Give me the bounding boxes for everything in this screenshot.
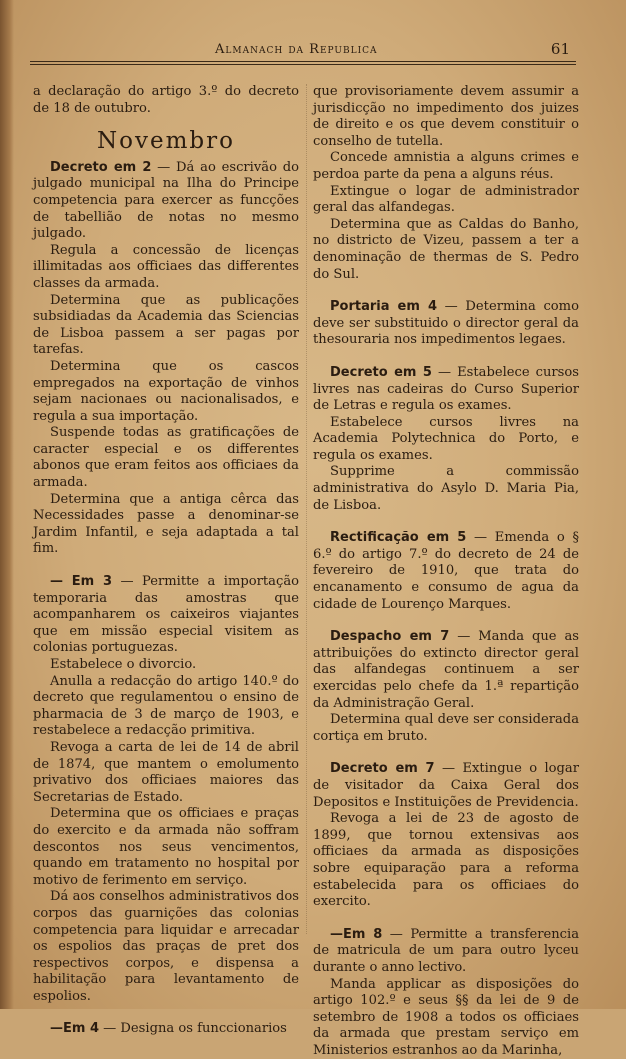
entry-text: — Extingue o logar de visitador da Caixa Geral dos Depositos e Instituições de Previdencia. xyxy=(313,761,579,809)
page-binding-edge xyxy=(0,0,14,1009)
entry-lead: —Em 8 xyxy=(330,927,382,942)
continuation-text: que provisoriamente devem assumir a jurisdicção no impedimento dos juizes de direito e os que devem constituir o conselho de tutella. xyxy=(313,84,579,150)
paragraph: Anulla a redacção do artigo 140.º do decreto que regulamentou o ensino de pharmacia de 3 de março de 1903, e restabelece a redacção primitiva. xyxy=(33,674,299,740)
entry-em-8 xyxy=(313,927,579,977)
page-number: 61 xyxy=(551,40,570,58)
paragraph: Regula a concessão de licenças illimitadas aos officiaes das differentes classes da armada. xyxy=(33,243,299,293)
paragraph: Revoga a carta de lei de 14 de abril de 1874, que mantem o emolumento privativo dos officiaes maiores das Secretarias de Estado. xyxy=(33,740,299,806)
entry-text: — Permitte a transferencia de matricula de um para outro lyceu durante o anno lectivo. xyxy=(313,927,579,975)
entry-decreto-7 xyxy=(313,761,579,811)
paragraph: Manda applicar as disposições do artigo 102.º e seus §§ da lei de 9 de setembro de 1908 a todos os officiaes da armada que prestam serviço em Ministerios estranhos ao da Marinha, xyxy=(313,977,579,1059)
paragraph: Dá aos conselhos administrativos dos corpos das guarnições das colonias competencia para liquidar e arrecadar os espolios das praças de pret dos respectivos corpos, e dispensa a habilitação para levantamento de espolios. xyxy=(33,889,299,1005)
paragraph: Revoga a lei de 23 de agosto de 1899, que tornou extensivas aos officiaes da armada as disposições sobre equiparação para a reforma estabelecida para os officiaes do exercito. xyxy=(313,811,579,911)
paragraph: Concede amnistia a alguns crimes e perdoa parte da pena a alguns réus. xyxy=(313,150,579,183)
entry-em-3 xyxy=(33,574,299,657)
entry-lead: —Em 4 xyxy=(50,1021,99,1036)
month-heading: Novembro xyxy=(33,133,299,150)
entry-em-4 xyxy=(33,1021,299,1038)
entry-text: — Dá ao escrivão do julgado municipal na Ilha do Principe competencia para exercer as funcções de tabellião de notas no mesmo julgado. xyxy=(33,160,299,241)
entry-decreto-5 xyxy=(313,365,579,415)
header-rule xyxy=(30,61,576,65)
continuation-text: a declaração do artigo 3.º do decreto de 18 de outubro. xyxy=(33,84,299,117)
entry-lead: Decreto em 2 xyxy=(50,160,151,175)
entry-rectificacao-5 xyxy=(313,530,579,613)
entry-lead: Despacho em 7 xyxy=(330,629,449,644)
paragraph: Suspende todas as gratificações de caracter especial e os differentes abonos que eram feitos aos officiaes da armada. xyxy=(33,425,299,491)
paragraph: Determina que as Caldas do Banho, no districto de Vizeu, passem a ter a denominação de thermas de S. Pedro do Sul. xyxy=(313,217,579,283)
entry-text: — Determina como deve ser substituido o director geral da thesouraria nos impedimentos legaes. xyxy=(313,299,579,347)
entry-lead: Decreto em 7 xyxy=(330,761,435,776)
page-header xyxy=(30,40,576,62)
entry-lead: Decreto em 5 xyxy=(330,365,432,380)
left-column xyxy=(33,84,299,1038)
entry-text: — Permitte a importação temporaria das amostras que acompanharem os caixeiros viajantes que em missão especial visitem as colonias portuguezas. xyxy=(33,574,299,655)
entry-lead: Rectificação em 5 xyxy=(330,530,466,545)
paragraph: Determina que os cascos empregados na exportação de vinhos sejam nacionaes ou nacionalisados, e regula a sua importação. xyxy=(33,359,299,425)
paragraph: Determina que os officiaes e praças do exercito e da armada não soffram descontos nos seus vencimentos, quando em tratamento no hospital por motivo de ferimento em serviço. xyxy=(33,806,299,889)
entry-text: — Manda que as attribuições do extincto director geral das alfandegas continuem a ser exercidas pelo chefe da 1.ª repartição da Administração Geral. xyxy=(313,629,579,710)
running-title: Almanach da Republica xyxy=(215,42,378,57)
paragraph: Determina qual deve ser considerada cortiça em bruto. xyxy=(313,712,579,745)
entry-lead: Portaria em 4 xyxy=(330,299,437,314)
entry-lead: — Em 3 xyxy=(50,574,112,589)
paragraph: Estabelece cursos livres na Academia Polytechnica do Porto, e regula os exames. xyxy=(313,415,579,465)
column-divider xyxy=(306,84,307,934)
paragraph: Estabelece o divorcio. xyxy=(33,657,299,674)
paragraph: Determina que a antiga cêrca das Necessidades passe a denominar-se Jardim Infantil, e seja adaptada a tal fim. xyxy=(33,492,299,558)
entry-decreto-2 xyxy=(33,160,299,243)
paragraph: Extingue o logar de administrador geral das alfandegas. xyxy=(313,184,579,217)
paragraph: Determina que as publicações subsidiadas da Academia das Sciencias de Lisboa passem a ser pagas por tarefas. xyxy=(33,293,299,359)
entry-text: — Designa os funccionarios xyxy=(99,1021,287,1036)
paragraph: Supprime a commissão administrativa do Asylo D. Maria Pia, de Lisboa. xyxy=(313,464,579,514)
right-column xyxy=(313,84,579,1059)
entry-text: — Emenda o § 6.º do artigo 7.º do decreto de 24 de fevereiro de 1910, que trata do encanamento e consumo de agua da cidade de Lourenço Marques. xyxy=(313,530,579,611)
entry-despacho-7 xyxy=(313,629,579,712)
entry-text: — Estabelece cursos livres nas cadeiras do Curso Superior de Letras e regula os exames. xyxy=(313,365,579,413)
entry-portaria-4 xyxy=(313,299,579,349)
